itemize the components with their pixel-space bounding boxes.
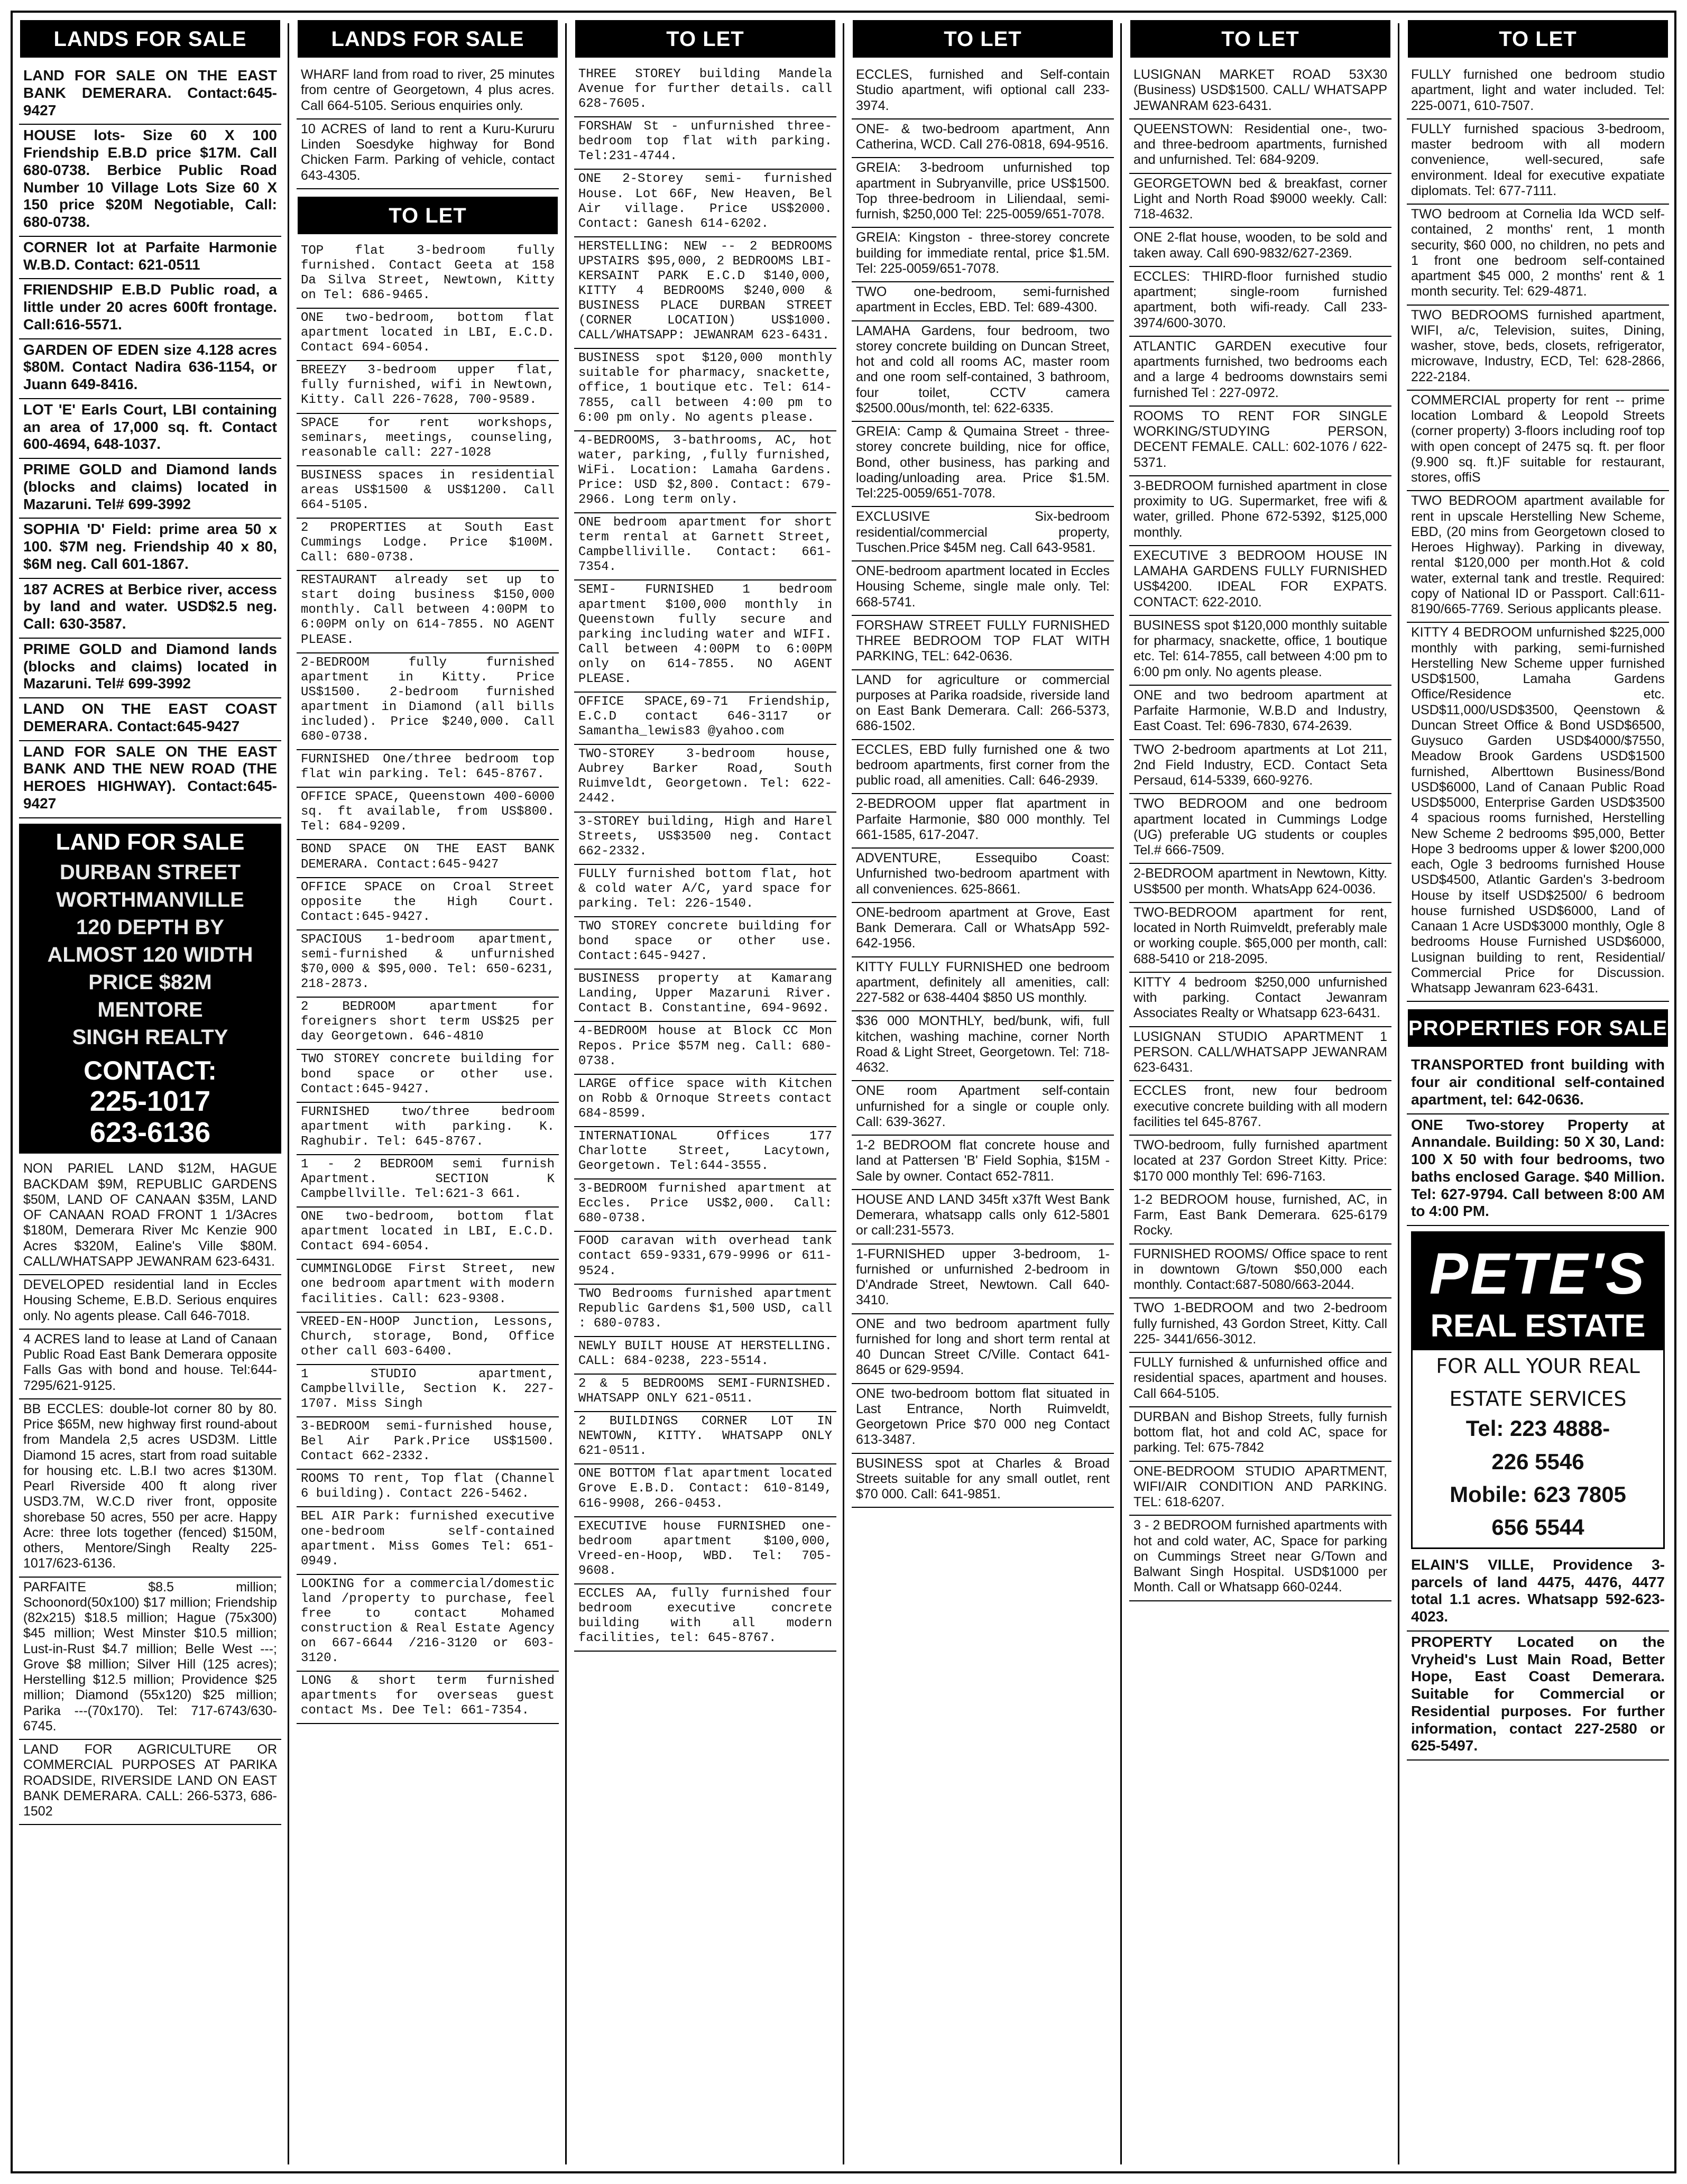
- classified-ad: LOT 'E' Earls Court, LBI containing an area of 17,000 sq. ft. Contact 600-4694, 648-1037.: [19, 399, 281, 459]
- box-line: PRICE $82M: [88, 970, 212, 994]
- classified-ad: FULLY furnished bottom flat, hot & cold water A/C, yard space for parking. Tel: 226-1540.: [574, 865, 836, 917]
- classified-ad: LAND ON THE EAST COAST DEMERARA. Contact:645-9427: [19, 698, 281, 741]
- classified-ad: TWO-BEDROOM apartment for rent, located in North Ruimveldt, preferably male or working couple. $65,000 per month, call: 688-5410 or 218-2095.: [1129, 903, 1391, 973]
- section-header-lands-for-sale: LANDS FOR SALE: [298, 20, 558, 58]
- classified-ad: LAND FOR AGRICULTURE OR COMMERCIAL PURPOSES AT PARIKA ROADSIDE, RIVERSIDE LAND ON EAST BANK DEMERARA. CALL: 266-5373, 686-1502: [19, 1740, 281, 1825]
- petes-mobile: Mobile: 623 7805: [1450, 1481, 1626, 1507]
- ad-list: [571, 65, 840, 1652]
- classified-ad: EXCLUSIVE Six-bedroom residential/commercial property, Tuschen.Price $45M neg. Call 643-9581.: [852, 507, 1114, 561]
- classified-ad: GEORGETOWN bed & breakfast, corner Light and North Road $9000 weekly. Call: 718-4632.: [1129, 174, 1391, 228]
- classified-ad: ONE 2-Storey semi- furnished House. Lot 66F, New Heaven, Bel Air village. Price US$2000. Contact: Ganesh 614-6202.: [574, 170, 836, 237]
- classified-ad: FURNISHED two/three bedroom apartment with parking. K. Raghubir. Tel: 645-8767.: [297, 1103, 559, 1155]
- box-phone: 623-6136: [89, 1116, 211, 1148]
- petes-real-estate-label: REAL ESTATE: [1413, 1307, 1663, 1350]
- section-header-to-let: TO LET: [298, 197, 558, 234]
- classified-ad: THREE STOREY building Mandela Avenue for further details. call 628-7605.: [574, 65, 836, 117]
- classified-ad: TWO-STOREY 3-bedroom house, Aubrey Barker Road, South Ruimveldt, Georgetown. Tel: 622-2442.: [574, 745, 836, 812]
- classified-ad: 10 ACRES of land to rent a Kuru-Kururu Linden Soesdyke highway for Bond Chicken Farm. Parking of vehicle, contact 643-4305.: [297, 119, 559, 189]
- classified-ad: 2 BEDROOM apartment for foreigners short term US$25 per day Georgetown. 646-4810: [297, 998, 559, 1050]
- petes-services-line: ESTATE SERVICES: [1449, 1387, 1627, 1411]
- box-line: SINGH REALTY: [72, 1025, 228, 1049]
- classified-ad: KITTY 4 bedroom $250,000 unfurnished with parking. Contact Jewanram Associates Realty or Whatsapp 623-6431.: [1129, 973, 1391, 1027]
- classified-ad: VREED-EN-HOOP Junction, Lessons, Church, storage, Bond, Office other call 603-6400.: [297, 1313, 559, 1365]
- box-line: 120 DEPTH BY: [76, 915, 225, 939]
- classified-ad: 2-BEDROOM apartment in Newtown, Kitty. US$500 per month. WhatsApp 624-0036.: [1129, 864, 1391, 903]
- classified-ad: ECCLES, EBD fully furnished one & two bedroom apartments, first corner from the public road, all amenities. Call: 646-2939.: [852, 740, 1114, 795]
- classified-ad: KITTY 4 BEDROOM unfurnished $225,000 monthly with parking, semi-furnished Herstelling New Scheme upper furnished USD$1500, Lamaha Gardens Office/Residence etc. USD$11,000/USD$3500, Qeenstown & Duncan Street Office & Bond USD$6500, Guysuco Garden USD$4000/$7550, Meadow Brook Gardens USD$1500 furnished, Alberttown Business/Bond USD$6000, Land of Canaan Public Road USD$5000, Enterprise Garden USD$3500 4 spacious rooms furnished, Herstelling New Scheme 2 bedrooms $95,000, Better Hope 3 bedrooms upper & lower $200,000 each, Ogle 3 bedrooms furnished House USD$4500, Atlantic Garden's 3-bedroom House by itself USD$2500/ 6 bedroom house furnished USD$6000, Land of Canaan 1 Acre USD$3000 monthly, Ogle 8 bedrooms House Furnished USD$6000, Lusignan building to rent, Residential/ Commercial Price for Discussion. Whatsapp Jewanram 623-6431.: [1407, 623, 1669, 1002]
- classified-ad: EXECUTIVE 3 BEDROOM HOUSE IN LAMAHA GARDENS FULLY FURNISHED US$4200. IDEAL FOR EXPATS. CONTACT: 622-2010.: [1129, 546, 1391, 616]
- classified-ad: DEVELOPED residential land in Eccles Housing Scheme, E.B.D. Serious enquires only. No agents please. Call 646-7018.: [19, 1275, 281, 1330]
- classified-ad: FURNISHED One/three bedroom top flat win parking. Tel: 645-8767.: [297, 750, 559, 788]
- classified-ad: OFFICE SPACE on Croal Street opposite the High Court. Contact:645-9427.: [297, 878, 559, 930]
- classified-ad: ECCLES front, new four bedroom executive concrete building with all modern facilities tel 645-8767.: [1129, 1081, 1391, 1136]
- classified-ad: ECCLES, furnished and Self-contain Studio apartment, wifi optional call 233-3974.: [852, 65, 1114, 119]
- classified-ad: BREEZY 3-bedroom upper flat, fully furnished, wifi in Newtown, Kitty. Call 226-7628, 700-9589.: [297, 361, 559, 413]
- classified-ad: ECCLES AA, fully furnished four bedroom executive concrete building with all modern facilities, tel: 645-8767.: [574, 1584, 836, 1652]
- classified-ad: GREIA: 3-bedroom unfurnished top apartment in Subryanville, price US$1500. Top three-bedroom in Liliendaal, semi-furnish, $250,000 Tel: 225-0059/651-7078.: [852, 158, 1114, 228]
- classified-ad: $36 000 MONTHLY, bed/bunk, wifi, full kitchen, washing machine, corner North Road & Light Street, Georgetown. Tel: 718-4632.: [852, 1011, 1114, 1081]
- classified-ad: FULLY furnished one bedroom studio apartment, light and water included. Tel: 225-0071, 610-7507.: [1407, 65, 1669, 119]
- column-4: [849, 20, 1117, 2167]
- classified-ad: GREIA: Camp & Qumaina Street - three-storey concrete building, nice for office, Bond, other business, has parking and loading/unloading area. Price $1.5M. Tel:225-0059/651-7078.: [852, 422, 1114, 507]
- classified-ad: FORSHAW St - unfurnished three-bedroom top flat with parking. Tel:231-4744.: [574, 117, 836, 170]
- ad-list: [293, 65, 562, 189]
- classified-ad: 187 ACRES at Berbice river, access by land and water. USD$2.5 neg. Call: 630-3587.: [19, 579, 281, 639]
- classified-ad: QUEENSTOWN: Residential one-, two- and three-bedroom apartments, furnished and unfurnished. Tel: 684-9209.: [1129, 119, 1391, 174]
- classified-ad: ONE-bedroom apartment at Grove, East Bank Demerara. Call or WhatsApp 592-642-1956.: [852, 903, 1114, 957]
- column-rule: [288, 23, 289, 2164]
- classified-ad: ADVENTURE, Essequibo Coast: Unfurnished two-bedroom apartment with all conveniences. 625-8661.: [852, 849, 1114, 903]
- classified-ad: ONE and two bedroom apartment at Parfaite Harmonie, W.B.D and Industry, East Coast. Tel: 696-7830, 674-2639.: [1129, 686, 1391, 740]
- classified-ad: BB ECCLES: double-lot corner 80 by 80. Price $65M, new highway first round-about from Mandela 2,5 acres USD3M. Little Diamond 15 acres, start from road suitable for housing etc. L.B.I two acres $130M. Pearl Riverside 400 ft along river USD3.7M, W.C.D river front, opposite shorebase 50 acres, 550 per acre. Happy Acre: three lots together (fenced) $150M, others, Mentore/Singh Realty 225-1017/623-6136.: [19, 1399, 281, 1578]
- classified-ad: 3-BEDROOM furnished apartment at Eccles. Price US$2,000. Call: 680-0738.: [574, 1179, 836, 1232]
- classified-ad: TWO STOREY concrete building for bond space or other use. Contact:645-9427.: [574, 917, 836, 970]
- classified-ad: TOP flat 3-bedroom fully furnished. Contact Geeta at 158 Da Silva Street, Newtown, Kitty on Tel: 686-9465.: [297, 242, 559, 309]
- classified-ad: HOUSE lots- Size 60 X 100 Friendship E.B.D price $17M. Call 680-0738. Berbice Public Road Number 10 Village Lots Size 60 X 150 price $20M Negotiable, Call: 680-0738.: [19, 125, 281, 237]
- classified-ad: WHARF land from road to river, 25 minutes from centre of Georgetown, 4 plus acres. Call 664-5105. Serious enquiries only.: [297, 65, 559, 119]
- classified-ad: FULLY furnished & unfurnished office and residential spaces, apartment and houses. Call 664-5105.: [1129, 1353, 1391, 1407]
- column-3: [571, 20, 840, 2167]
- petes-real-estate-ad: [1411, 1231, 1665, 1549]
- classified-ad: LAMAHA Gardens, four bedroom, two storey concrete building on Duncan Street, hot and cold all rooms AC, master room and one room self-contained, 3 bathroom, four toilet, CCTV camera $2500.00us/month, tel: 622-6335.: [852, 321, 1114, 422]
- ad-list: [16, 1159, 284, 1825]
- classified-ad: DURBAN and Bishop Streets, fully furnish bottom flat, hot and cold AC, space for parking. Tel: 675-7842: [1129, 1407, 1391, 1462]
- classified-ad: TWO bedroom at Cornelia Ida WCD self-contained, 2 months' rent, 1 month security, $60 000, no children, no pets and 1 front one bedroom self-contained apartment $45 000, 2 months' rent & 1 month security. Tel: 629-4871.: [1407, 205, 1669, 306]
- classified-ad: 1 STUDIO apartment, Campbellville, Section K. 227-1707. Miss Singh: [297, 1365, 559, 1417]
- classified-ad: FOOD caravan with overhead tank contact 659-9331,679-9996 or 611-9524.: [574, 1232, 836, 1284]
- classified-ad: SEMI- FURNISHED 1 bedroom apartment $100,000 monthly in Queenstown fully secure and parking including water and WIFI. Call between 4:00PM to 6:00PM only on 614-7855. NO AGENT PLEASE.: [574, 580, 836, 693]
- ad-list: [293, 242, 562, 1725]
- box-line: DURBAN STREET: [59, 860, 241, 884]
- classified-ad: NON PARIEL LAND $12M, HAGUE BACKDAM $9M, REPUBLIC GARDENS $50M, LAND OF CANAAN $35M, LAND OF CANAAN ROAD FRONT 1 1/3Acres $180M, Demerara River Mc Kenzie 900 Acres $320M, Ealine's Ville $80M. CALL/WHATSAPP JEWANRAM 623-6431.: [19, 1159, 281, 1275]
- classified-ad: TWO BEDROOM and one bedroom apartment located in Cummings Lodge (UG) preferable UG students or couples Tel.# 666-7509.: [1129, 794, 1391, 864]
- column-5: [1126, 20, 1395, 2167]
- classified-ad: LAND FOR SALE ON THE EAST BANK AND THE NEW ROAD (THE HEROES HIGHWAY). Contact:645-9427: [19, 741, 281, 818]
- classified-ad: ECCLES: THIRD-floor furnished studio apartment; single-room furnished apartment, both wifi-ready. Call 233-3974/600-3070.: [1129, 267, 1391, 337]
- classified-ad: KITTY FULLY FURNISHED one bedroom apartment, definitely all amenities, call: 227-582 or 638-4404 $850 US monthly.: [852, 957, 1114, 1012]
- classified-ad: 1-2 BEDROOM house, furnished, AC, in Farm, East Bank Demerara. 625-6179 Rocky.: [1129, 1190, 1391, 1245]
- classified-ad: ONE two-bedroom bottom flat situated in Last Entrance, North Ruimveldt, Georgetown Price $70 000 neg Contact 613-3487.: [852, 1384, 1114, 1454]
- ad-list: [16, 65, 284, 818]
- land-for-sale-box: [19, 824, 281, 1154]
- classified-ad: TWO BEDROOMS furnished apartment, WIFI, a/c, Television, suites, Dining, washer, stove, beds, closets, refrigerator, microwave, Industry, ECD, Tel: 628-2866, 222-2184.: [1407, 306, 1669, 391]
- classified-ad: TWO 1-BEDROOM and two 2-bedroom fully furnished, 43 Gordon Street, Kitty. Call 225- 3441/656-3012.: [1129, 1298, 1391, 1353]
- classified-ad: LAND for agriculture or commercial purposes at Parika roadside, riverside land on East Bank Demerara. Call: 266-5373, 686-1502.: [852, 670, 1114, 740]
- classified-ad: INTERNATIONAL Offices 177 Charlotte Street, Lacytown, Georgetown. Tel:644-3555.: [574, 1127, 836, 1179]
- classified-ad: ONE-BEDROOM STUDIO APARTMENT, WIFI/AIR CONDITION AND PARKING. TEL: 618-6207.: [1129, 1462, 1391, 1516]
- classified-ad: ATLANTIC GARDEN executive four apartments furnished, two bedrooms each and a large 4 bedrooms downstairs semi furnished Tel : 227-0972.: [1129, 337, 1391, 407]
- classified-ad: 1-2 BEDROOM flat concrete house and land at Pattersen 'B' Field Sophia, $15M - Sale by owner. Contact 652-7811.: [852, 1136, 1114, 1190]
- classified-ad: HERSTELLING: NEW -- 2 BEDROOMS UPSTAIRS $95,000, 2 BEDROOMS LBI-KERSAINT PARK E.C.D $140,000, KITTY 4 BEDROOMS $240,000 & BUSINESS PLACE DURBAN STREET (CORNER LOCATION) US$1000. CALL/WHATSAPP: JEWANRAM 623-6431.: [574, 237, 836, 349]
- classified-ad: PRIME GOLD and Diamond lands (blocks and claims) located in Mazaruni. Tel# 699-3992: [19, 639, 281, 698]
- classified-ad: 2 & 5 BEDROOMS SEMI-FURNISHED. WHATSAPP ONLY 621-0511.: [574, 1375, 836, 1412]
- box-title: LAND FOR SALE: [56, 828, 245, 855]
- classified-ad: LOOKING for a commercial/domestic land /property to purchase, feel free to contact Mohamed construction & Real Estate Agency on 667-6644 /216-3120 or 603-3120.: [297, 1575, 559, 1672]
- classified-ad: LONG & short term furnished apartments for overseas guest contact Ms. Dee Tel: 661-7354.: [297, 1672, 559, 1724]
- classified-ad: GREIA: Kingston - three-storey concrete building for immediate rental, price $1.5M. Tel: 225-0059/651-7078.: [852, 228, 1114, 282]
- classified-ad: FRIENDSHIP E.B.D Public road, a little under 20 acres 600ft frontage. Call:616-5571.: [19, 279, 281, 339]
- section-header-lands-for-sale: LANDS FOR SALE: [20, 20, 280, 58]
- box-line: ALMOST 120 WIDTH: [47, 943, 253, 966]
- petes-logo: PETE'S: [1413, 1233, 1663, 1307]
- classified-ad: 2 PROPERTIES at South East Cummings Lodge. Price $100M. Call: 680-0738.: [297, 519, 559, 571]
- column-rule: [1398, 23, 1399, 2164]
- classified-ad: OFFICE SPACE, Queenstown 400-6000 sq. ft available, from US$800. Tel: 684-9209.: [297, 788, 559, 840]
- classified-ad: CORNER lot at Parfaite Harmonie W.B.D. Contact: 621-0511: [19, 237, 281, 280]
- section-header-to-let: TO LET: [1408, 20, 1668, 58]
- classified-ad: TWO STOREY concrete building for bond space or other use. Contact:645-9427.: [297, 1050, 559, 1102]
- section-header-to-let: TO LET: [575, 20, 835, 58]
- classified-ad: PROPERTY Located on the Vryheid's Lust Main Road, Better Hope, East Coast Demerara. Suitable for Commercial or Residential purposes. For further information, contact 227-2580 or 625-5497.: [1407, 1632, 1669, 1761]
- classified-ad: HOUSE AND LAND 345ft x37ft West Bank Demerara, whatsapp calls only 612-5801 or call:231-5573.: [852, 1190, 1114, 1245]
- classified-ad: ONE- & two-bedroom apartment, Ann Catherina, WCD. Call 276-0818, 694-9516.: [852, 119, 1114, 159]
- classified-ad: FULLY furnished spacious 3-bedroom, master bedroom with all modern convenience, well-secured, safe environment. Ideal for executive expatiate diplomats. Tel: 677-7111.: [1407, 119, 1669, 205]
- classified-ad: PARFAITE $8.5 million; Schoonord(50x100) $17 million; Friendship (82x215) $18.5 million; Hague (75x300) $45 million; West Minster $10.5 million; Lust-in-Rust $4.7 million; Belle West ---; Grove $8 million; Silver Hill (125 acres); Herstelling $12.5 million; Providence $25 million; Diamond (55x120) $25 million; Parika ---(70x170). Tel: 717-6743/630-6745.: [19, 1578, 281, 1740]
- classified-ad: LUSIGNAN STUDIO APARTMENT 1 PERSON. CALL/WHATSAPP JEWANRAM 623-6431.: [1129, 1027, 1391, 1082]
- classified-ad: 3-STOREY building, High and Harel Streets, US$3500 neg. Contact 662-2332.: [574, 813, 836, 865]
- section-header-to-let: TO LET: [853, 20, 1113, 58]
- ad-list: [1404, 1554, 1672, 1761]
- petes-services-line: FOR ALL YOUR REAL: [1436, 1354, 1640, 1378]
- column-6: [1404, 20, 1672, 2167]
- classified-ad: ROOMS TO RENT FOR SINGLE WORKING/STUDYING PERSON, DECENT FEMALE. CALL: 602-1076 / 622-5371.: [1129, 407, 1391, 476]
- classified-ad: 4-BEDROOMS, 3-bathrooms, AC, hot water, parking, ,fully furnished, WiFi. Location: Lamaha Gardens. Price: USD $2,800. Contact: 679-2966. Long term only.: [574, 431, 836, 513]
- classified-ad: ONE-bedroom apartment located in Eccles Housing Scheme, single male only. Tel: 668-5741.: [852, 561, 1114, 616]
- column-rule: [1120, 23, 1122, 2164]
- classified-ad: ONE bedroom apartment for short term rental at Garnett Street, Campbelliville. Contact: 661-7354.: [574, 513, 836, 580]
- petes-mobile: 656 5544: [1491, 1515, 1584, 1540]
- petes-phone: Tel: 223 4888-: [1465, 1416, 1610, 1441]
- classifieds-page: [11, 11, 1676, 2173]
- classified-ad: LUSIGNAN MARKET ROAD 53X30 (Business) USD$1500. CALL/ WHATSAPP JEWANRAM 623-6431.: [1129, 65, 1391, 119]
- column-2: [293, 20, 562, 2167]
- classified-ad: LARGE office space with Kitchen on Robb & Ornoque Streets contact 684-8599.: [574, 1075, 836, 1127]
- classified-ad: COMMERCIAL property for rent -- prime location Lombard & Leopold Streets (corner property) 3-floors including roof top with open concept of 2475 sq. ft. per floor (9.900 sq. ft.)F suitable for restaurant, stores, offiS: [1407, 391, 1669, 492]
- ad-list: [1126, 65, 1395, 1601]
- classified-ad: ONE two-bedroom, bottom flat apartment located in LBI, E.C.D. Contact 694-6054.: [297, 1208, 559, 1260]
- section-header-properties-for-sale: PROPERTIES FOR SALE: [1408, 1009, 1668, 1047]
- classified-ad: BUSINESS spot $120,000 monthly suitable for pharmacy, snackette, office, 1 boutique etc. Tel: 614-7855, call between 4:00 pm to 6:00 pm only. No agents please.: [574, 349, 836, 431]
- classified-ad: BUSINESS spaces in residential areas US$1500 & US$1200. Call 664-5105.: [297, 466, 559, 519]
- classified-ad: TWO one-bedroom, semi-furnished apartment in Eccles, EBD. Tel: 689-4300.: [852, 282, 1114, 321]
- classified-ad: TWO 2-bedroom apartments at Lot 211, 2nd Field Industry, ECD. Contact Seta Persaud, 614-5339, 660-9276.: [1129, 740, 1391, 795]
- box-phone: 225-1017: [89, 1085, 211, 1117]
- ad-list: [1404, 1054, 1672, 1226]
- classified-ad: BUSINESS property at Kamarang Landing, Upper Mazaruni River. Contact B. Constantine, 694-9692.: [574, 970, 836, 1022]
- classified-ad: ONE Two-storey Property at Annandale. Building: 50 X 30, Land: 100 X 50 with four bedrooms, two baths enclosed Garage. $40 Million. Tel: 627-9794. Call between 8:00 AM to 4:00 PM.: [1407, 1114, 1669, 1227]
- classified-ad: BUSINESS spot $120,000 monthly suitable for pharmacy, snackette, office, 1 boutique etc. Tel: 614-7855, call between 4:00 pm to 6:00 pm only. No agents please.: [1129, 616, 1391, 686]
- classified-ad: OFFICE SPACE,69-71 Friendship, E.C.D contact 646-3117 or Samantha_lewis83 @yahoo.com: [574, 693, 836, 745]
- classified-ad: FORSHAW STREET FULLY FURNISHED THREE BEDROOM TOP FLAT WITH PARKING, TEL: 642-0636.: [852, 616, 1114, 670]
- classified-ad: TWO BEDROOM apartment available for rent in upscale Herstelling New Scheme, EBD, (20 mins from Georgetown closed to Heroes Highway). Parking in diveway, rental $120,000 per month.Hot & cold water, external tank and trestle. Required: copy of National ID or Passport. Call:611-8190/665-7769. Serious applicants please.: [1407, 491, 1669, 623]
- classified-ad: TRANSPORTED front building with four air conditional self-contained apartment, tel: 642-0636.: [1407, 1054, 1669, 1114]
- classified-ad: ONE 2-flat house, wooden, to be sold and taken away. Call 690-9832/627-2369.: [1129, 228, 1391, 267]
- classified-ad: BOND SPACE ON THE EAST BANK DEMERARA. Contact:645-9427: [297, 840, 559, 878]
- column-1: [16, 20, 284, 2167]
- classified-ad: SOPHIA 'D' Field: prime area 50 x 100. $7M neg. Friendship 40 x 80, $6M neg. Call 601-1867.: [19, 519, 281, 578]
- classified-ad: 3 - 2 BEDROOM furnished apartments with hot and cold water, AC, Space for parking on Cummings Street near G/Town and Balwant Singh Hospital. USD$1000 per Month. Call or Whatsapp 660-0244.: [1129, 1516, 1391, 1601]
- classified-ad: CUMMINGLODGE First Street, new one bedroom apartment with modern facilities. Call: 623-9308.: [297, 1260, 559, 1312]
- classified-ad: 1 - 2 BEDROOM semi furnish Apartment. SECTION K Campbellville. Tel:621-3 661.: [297, 1155, 559, 1208]
- petes-phone: 226 5546: [1491, 1449, 1584, 1474]
- classified-ad: 4 ACRES land to lease at Land of Canaan Public Road East Bank Demerara opposite Falls Gas with bond and house. Tel:644-7295/621-9125.: [19, 1330, 281, 1399]
- classified-ad: BEL AIR Park: furnished executive one-bedroom self-contained apartment. Miss Gomes Tel: 651-0949.: [297, 1507, 559, 1574]
- column-rule: [565, 23, 567, 2164]
- classified-ad: RESTAURANT already set up to start doing business $150,000 monthly. Call between 4:00PM to 6:00PM only on 614-7855. NO AGENT PLEASE.: [297, 571, 559, 653]
- ad-list: [1404, 65, 1672, 1002]
- classified-ad: ELAIN'S VILLE, Providence 3-parcels of land 4475, 4476, 4477 total 1.1 acres. Whatsapp 592-623-4023.: [1407, 1554, 1669, 1632]
- classified-ad: ROOMS TO rent, Top flat (Channel 6 building). Contact 226-5462.: [297, 1470, 559, 1507]
- classified-ad: BUSINESS spot at Charles & Broad Streets suitable for any small outlet, rent $70 000. Call: 641-9851.: [852, 1454, 1114, 1508]
- classified-ad: 2-BEDROOM upper flat apartment in Parfaite Harmonie, $80 000 monthly. Tel 661-1585, 617-2047.: [852, 794, 1114, 849]
- section-header-to-let: TO LET: [1130, 20, 1390, 58]
- classified-ad: LAND FOR SALE ON THE EAST BANK DEMERARA. Contact:645-9427: [19, 65, 281, 125]
- classified-ad: SPACE for rent workshops, seminars, meetings, counseling, reasonable call: 227-1028: [297, 414, 559, 466]
- box-contact-label: CONTACT:: [84, 1055, 217, 1085]
- column-rule: [843, 23, 844, 2164]
- classified-ad: PRIME GOLD and Diamond lands (blocks and claims) located in Mazaruni. Tel# 699-3992: [19, 459, 281, 519]
- classified-ad: ONE and two bedroom apartment fully furnished for long and short term rental at 40 Duncan Street C/Ville. Contact 641-8645 or 629-9594.: [852, 1314, 1114, 1384]
- classified-ad: NEWLY BUILT HOUSE AT HERSTELLING. CALL: 684-0238, 223-5514.: [574, 1337, 836, 1375]
- classified-ad: TWO Bedrooms furnished apartment Republic Gardens $1,500 USD, call : 680-0783.: [574, 1285, 836, 1337]
- classified-ad: EXECUTIVE house FURNISHED one-bedroom apartment $100,000, Vreed-en-Hoop, WBD. Tel: 705-9608.: [574, 1517, 836, 1584]
- classified-ad: 2 BUILDINGS CORNER LOT IN NEWTOWN, KITTY. WHATSAPP ONLY 621-0511.: [574, 1412, 836, 1464]
- classified-ad: GARDEN OF EDEN size 4.128 acres $80M. Contact Nadira 636-1154, or Juann 649-8416.: [19, 339, 281, 399]
- classified-ad: 4-BEDROOM house at Block CC Mon Repos. Price $57M neg. Call: 680-0738.: [574, 1022, 836, 1074]
- classified-ad: SPACIOUS 1-bedroom apartment, semi-furnished & unfurnished $70,000 & $95,000. Tel: 650-6231, 218-2873.: [297, 930, 559, 998]
- classified-ad: ONE BOTTOM flat apartment located Grove E.B.D. Contact: 610-8149, 616-9908, 266-0453.: [574, 1464, 836, 1517]
- classified-ad: TWO-bedroom, fully furnished apartment located at 237 Gordon Street Kitty. Price: $170 000 monthly Tel: 696-7163.: [1129, 1136, 1391, 1190]
- classified-ad: 1-FURNISHED upper 3-bedroom, 1-furnished or unfurnished 2-bedroom in D'Andrade Street, Newtown. Call 640-3410.: [852, 1245, 1114, 1314]
- box-line: WORTHMANVILLE: [56, 888, 244, 911]
- classified-ad: 3-BEDROOM semi-furnished house, Bel Air Park.Price US$1500. Contact 662-2332.: [297, 1417, 559, 1470]
- classified-ad: 3-BEDROOM furnished apartment in close proximity to UG. Supermarket, free wifi & water, grilled. Phone 672-5392, $125,000 monthly.: [1129, 476, 1391, 546]
- classified-ad: FURNISHED ROOMS/ Office space to rent in downtown G/town $50,000 each monthly. Contact:687-5080/663-2044.: [1129, 1245, 1391, 1299]
- classified-ad: ONE room Apartment self-contain unfurnished for a single or couple only. Call: 639-3627.: [852, 1081, 1114, 1136]
- ad-list: [849, 65, 1117, 1508]
- box-line: MENTORE: [97, 998, 203, 1021]
- classified-ad: 2-BEDROOM fully furnished apartment in Kitty. Price US$1500. 2-bedroom furnished apartment in Diamond (all bills included). Price $240,000. Call 680-0738.: [297, 653, 559, 750]
- classified-ad: ONE two-bedroom, bottom flat apartment located in LBI, E.C.D. Contact 694-6054.: [297, 309, 559, 361]
